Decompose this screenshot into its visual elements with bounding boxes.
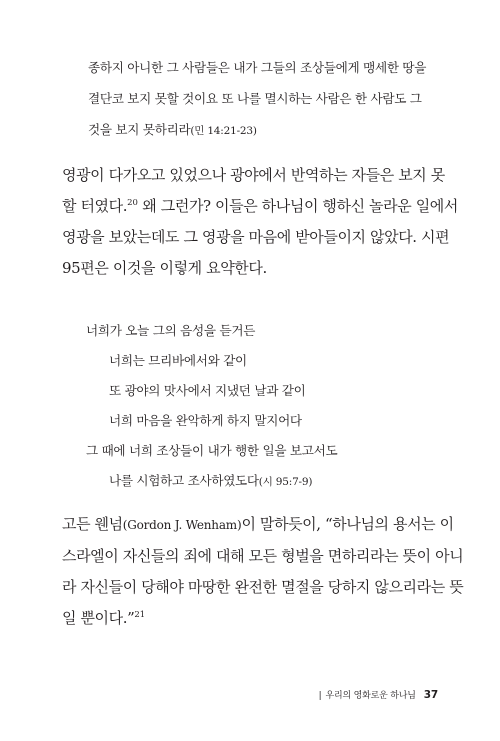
body-paragraph-2: [62, 509, 464, 634]
block-quote-numbers: [88, 52, 448, 147]
footer-divider: |: [318, 691, 322, 701]
paragraph-text: 이 말하듯이, “하나님의 용서는 이: [241, 515, 454, 533]
paragraph-line: [62, 191, 458, 222]
paragraph-text: 할 터였다.: [62, 197, 128, 215]
footer-section-title: 우리의 영화로운 하나님: [325, 691, 416, 701]
paragraph-line: [62, 509, 454, 541]
paragraph-text: 일 뿐이다.”: [62, 609, 135, 627]
quote-line: 결단코 보지 못할 것이요 또 나를 멸시하는 사람은 한 사람도 그: [88, 91, 422, 106]
paragraph-text: 고든 웬넘: [62, 515, 123, 533]
scripture-reference: (민 14:21-23): [190, 125, 257, 137]
paragraph-text: 왜 그런가? 이들은 하나님이 행하신 놀라운 일에서: [137, 197, 458, 215]
footnote-marker-20: 20: [127, 198, 138, 208]
paragraph-line: 스라엘이 자신들의 죄에 대해 모든 형벌을 면하리라는 뜻이 아니: [62, 547, 464, 565]
paragraph-line: 95편은 이것을 이렇게 요약한다.: [62, 259, 267, 277]
paragraph-line: 영광을 보았는데도 그 영광을 마음에 받아들이지 않았다. 시편: [62, 228, 450, 246]
body-paragraph-1: [62, 160, 458, 284]
poem-line: 너희 마음을 완악하게 하지 말지어다: [109, 413, 302, 428]
footnote-marker-21: 21: [134, 610, 146, 620]
poem-line: 또 광야의 맛사에서 지냈던 날과 같이: [109, 383, 306, 398]
quote-line: 종하지 아니한 그 사람들은 내가 그들의 조상들에게 맹세한 땅을: [88, 60, 427, 75]
block-quote-psalm: [86, 316, 446, 497]
poem-line: 너희는 므리바에서와 같이: [109, 353, 247, 368]
poem-line: 너희가 오늘 그의 음성을 듣거든: [86, 323, 256, 338]
quote-line-text: 것을 보지 못하리라: [88, 122, 191, 137]
poem-line: 그 때에 너희 조상들이 내가 행한 일을 보고서도: [86, 443, 338, 458]
paragraph-line: 라 자신들이 당해야 마땅한 완전한 멸절을 당하지 않으리라는 뜻: [62, 578, 464, 596]
quote-line: [88, 114, 448, 147]
paragraph-line: 영광이 다가오고 있었으나 광야에서 반역하는 자들은 보지 못: [62, 166, 445, 184]
page-number: 37: [423, 689, 438, 701]
scripture-reference: (시 95:7-9): [258, 476, 313, 488]
running-footer: [319, 688, 438, 701]
author-name-latin: (Gordon J. Wenham): [122, 518, 242, 532]
poem-line-text: 나를 시험하고 조사하였도다: [109, 473, 259, 488]
paragraph-line: [62, 603, 442, 634]
poem-line: [86, 466, 446, 497]
